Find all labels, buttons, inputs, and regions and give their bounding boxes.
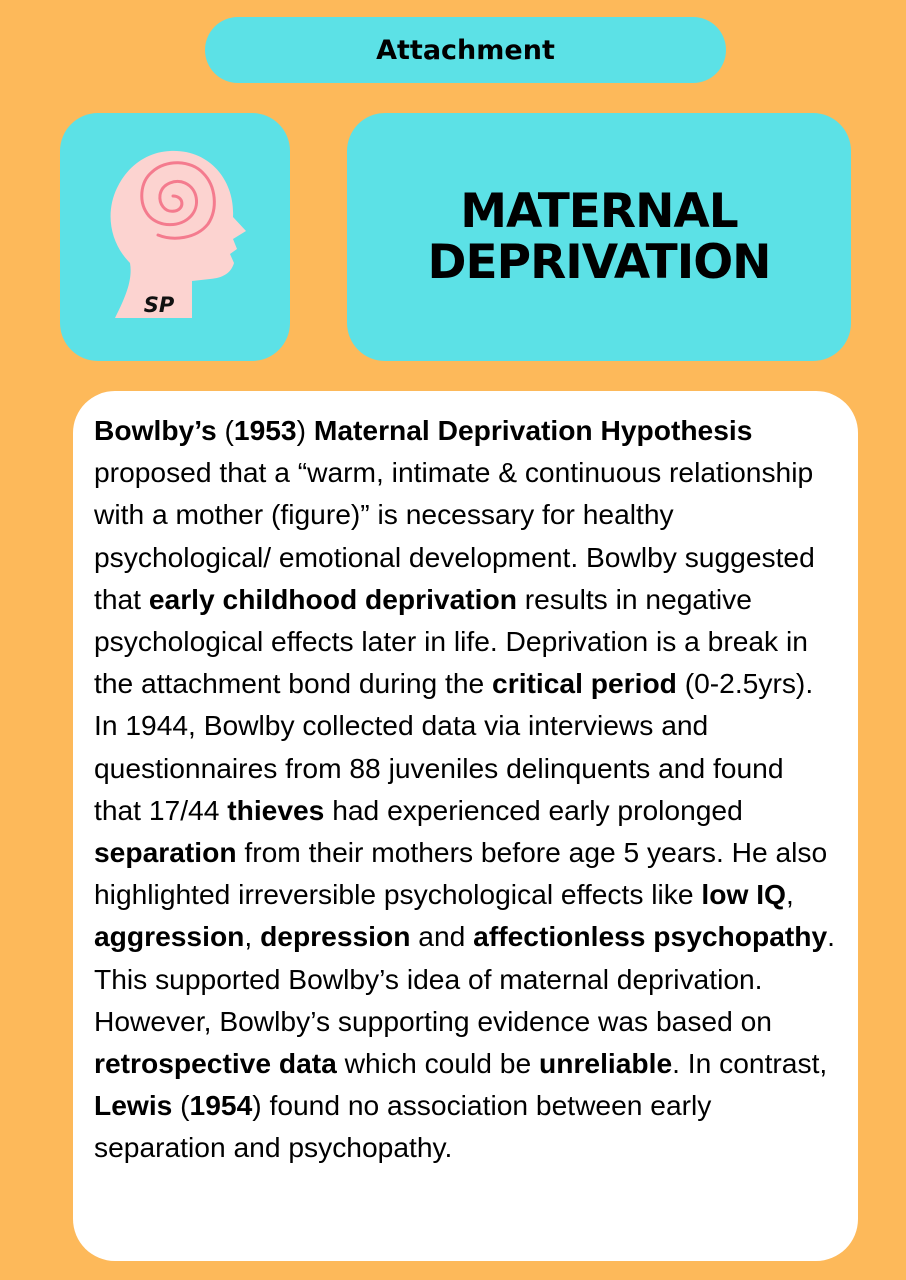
body-text-run: ) found no association between early separation and psychopathy.: [94, 1089, 712, 1164]
title-panel: [347, 113, 851, 361]
bold-term: 1953: [233, 414, 297, 446]
body-text-run: which could be: [336, 1047, 539, 1080]
body-text-run: (: [172, 1089, 190, 1122]
body-paragraph: [94, 409, 838, 1169]
bold-term: aggression: [94, 920, 245, 953]
bold-term: separation: [94, 836, 237, 869]
topic-header: [205, 17, 726, 83]
topic-label: Attachment: [376, 34, 555, 66]
bold-term: thieves: [227, 793, 325, 826]
bold-term: depression: [260, 920, 411, 953]
body-text-run: (: [216, 414, 234, 446]
bold-term: affectionless psychopathy: [473, 920, 828, 953]
bold-term: Maternal Deprivation Hypothesis: [313, 414, 753, 446]
logo-panel: [60, 113, 290, 361]
body-text-run: proposed that a “warm, intimate & continuous relationship with a mother (figure)” is necessary for healthy psychological/ emotional development. Bowlby suggested that: [94, 456, 815, 615]
bold-term: early childhood deprivation: [148, 582, 517, 615]
bold-term: critical period: [492, 667, 677, 700]
title-line-1: MATERNAL: [460, 184, 738, 239]
title-line-2: DEPRIVATION: [427, 235, 771, 290]
body-text-run: . In contrast,: [672, 1047, 828, 1080]
body-text-run: and: [410, 920, 474, 953]
bold-term: retrospective data: [94, 1047, 337, 1080]
bold-term: Lewis: [94, 1089, 173, 1122]
body-text-run: results in negative psychological effects later in life. Deprivation is a break in the attachment bond during the: [94, 582, 808, 700]
body-text-run: ,: [785, 878, 794, 911]
bold-term: Bowlby’s: [94, 414, 217, 446]
head-with-spiral-icon: [60, 113, 290, 361]
body-text-run: (0-2.5yrs). In 1944, Bowlby collected data via interviews and questionnaires from 88 juveniles delinquents and found that 17/44: [94, 667, 814, 826]
head-silhouette: [111, 151, 246, 318]
body-text-run: ): [296, 414, 314, 446]
content-card: [73, 391, 858, 1261]
bold-term: 1954: [189, 1089, 253, 1122]
bold-term: low IQ: [701, 878, 786, 911]
bold-term: unreliable: [538, 1047, 673, 1080]
body-text-run: . This supported Bowlby’s idea of maternal deprivation. However, Bowlby’s supporting evidence was based on: [94, 920, 836, 1037]
body-text-run: ,: [244, 920, 261, 953]
body-text-run: from their mothers before age 5 years. He also highlighted irreversible psychological effects like: [94, 836, 828, 911]
page-title: [428, 186, 771, 288]
body-text-run: had experienced early prolonged: [324, 793, 743, 826]
logo-initials: SP: [143, 293, 175, 317]
